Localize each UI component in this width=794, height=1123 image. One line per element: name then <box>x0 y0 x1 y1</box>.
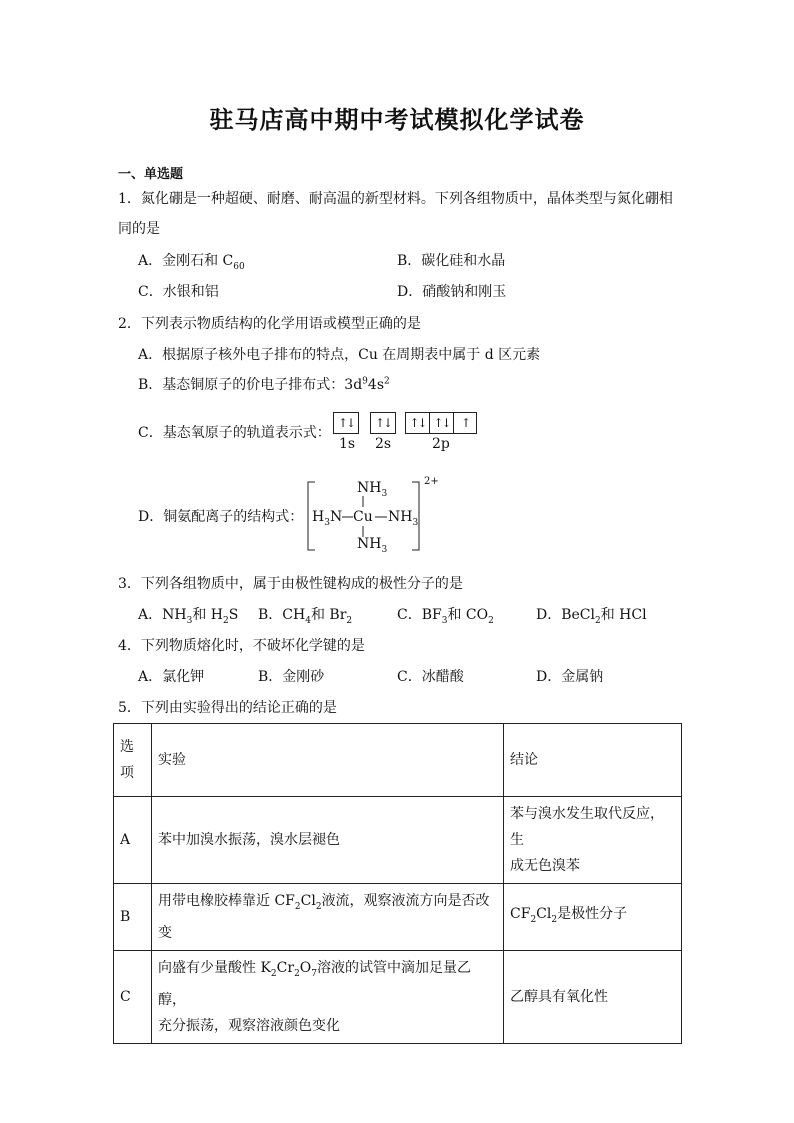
experiment-table <box>113 723 682 1044</box>
q3-stem: 3．下列各组物质中，属于由极性键构成的极性分子的是 <box>118 576 463 592</box>
copper-ammine-structure <box>305 476 445 555</box>
q2-stem: 2．下列表示物质结构的化学用语或模型正确的是 <box>118 316 421 332</box>
h3n-left: $H_3N$ <box>312 509 343 528</box>
cu-center: Cu <box>353 509 373 525</box>
header-conclusion-cell: 结论 <box>504 724 682 797</box>
table-row <box>114 797 682 884</box>
q4-option-a: A．氯化钾 <box>138 669 205 685</box>
orbital-2s-box <box>370 412 396 434</box>
table-header-row <box>114 724 682 797</box>
q3-option-a: A．$NH_3$和 $H_2S$ <box>138 607 239 626</box>
q4-option-c: C．冰醋酸 <box>397 669 464 685</box>
orbital-label-2p: 2p <box>432 436 450 452</box>
exam-title: 驻马店高中期中考试模拟化学试卷 <box>209 105 585 134</box>
header-option-cell: 选 项 <box>114 724 152 797</box>
section-heading: 一、单选题 <box>118 167 184 182</box>
q1-option-d: D．硝酸钠和刚玉 <box>397 284 507 300</box>
orbital-2p-cell-3: ↑ <box>460 416 470 430</box>
orbital-label-2s: 2s <box>375 436 392 452</box>
q4-stem: 4．下列物质熔化时，不破坏化学键的是 <box>118 638 365 654</box>
orbital-2p-cell-1: ↑↓ <box>406 413 430 433</box>
q2-option-a: A．根据原子核外电子排布的特点，Cu 在周期表中属于 d 区元素 <box>138 347 541 363</box>
q2-option-c: C．基态氧原子的轨道表示式： <box>138 425 331 441</box>
table-row <box>114 884 682 951</box>
q3-option-d: D．BeCl$_2$和 HCl <box>536 607 647 626</box>
orbital-label-1s: 1s <box>339 436 356 452</box>
row-a-conclusion: 苯与溴水发生取代反应，生 成无色溴苯 <box>504 797 682 884</box>
orbital-2s-arrows: ↑↓ <box>374 416 392 430</box>
nh3-bottom: $NH_3$ <box>357 536 388 555</box>
q3-option-c: C．$BF_3$和 $CO_2$ <box>397 607 494 626</box>
row-a-experiment: 苯中加溴水振荡，溴水层褪色 <box>152 797 504 884</box>
orbital-2p-box <box>405 412 477 434</box>
row-c-experiment: 向盛有少量酸性 $K_2Cr_2O_7$溶液的试管中滴加足量乙醇， 充分振荡，观察溶液颜色变化 <box>152 950 504 1043</box>
q1-option-a: A．金刚石和 $C_{60}$ <box>138 253 245 272</box>
table-row <box>114 950 682 1043</box>
row-c-option: C <box>114 950 152 1043</box>
row-b-option: B <box>114 884 152 951</box>
row-a-option: A <box>114 797 152 884</box>
q3-option-b: B．$CH_4$和 $Br_2$ <box>258 607 353 626</box>
q1-option-c: C．水银和铝 <box>138 284 219 300</box>
q1-stem-line2: 同的是 <box>118 221 160 237</box>
orbital-1s-arrows: ↑↓ <box>337 416 355 430</box>
nh3-right: $NH_3$ <box>388 509 419 528</box>
complex-charge: 2+ <box>424 476 439 487</box>
q4-option-d: D．金属钠 <box>536 669 604 685</box>
header-experiment-cell: 实验 <box>152 724 504 797</box>
q2-option-d: D．铜氨配离子的结构式： <box>138 509 304 525</box>
q4-option-b: B．金刚砂 <box>258 669 325 685</box>
q5-stem: 5．下列由实验得出的结论正确的是 <box>118 700 337 716</box>
q1-option-b: B．碳化硅和水晶 <box>397 253 506 269</box>
q1-stem-line1: 1．氮化硼是一种超硬、耐磨、耐高温的新型材料。下列各组物质中，晶体类型与氮化硼相 <box>118 191 673 207</box>
row-c-conclusion: 乙醇具有氧化性 <box>504 950 682 1043</box>
row-b-conclusion: $CF_2Cl_2$是极性分子 <box>504 884 682 951</box>
orbital-2p-cell-2: ↑↓ <box>430 413 454 433</box>
nh3-top: $NH_3$ <box>357 480 388 499</box>
q2-option-b: B．基态铜原子的价电子排布式：$3d^94s^2$ <box>138 376 390 393</box>
orbital-1s-box <box>333 412 359 434</box>
row-b-experiment: 用带电橡胶棒靠近 $CF_2Cl_2$液流，观察液流方向是否改变 <box>152 884 504 951</box>
